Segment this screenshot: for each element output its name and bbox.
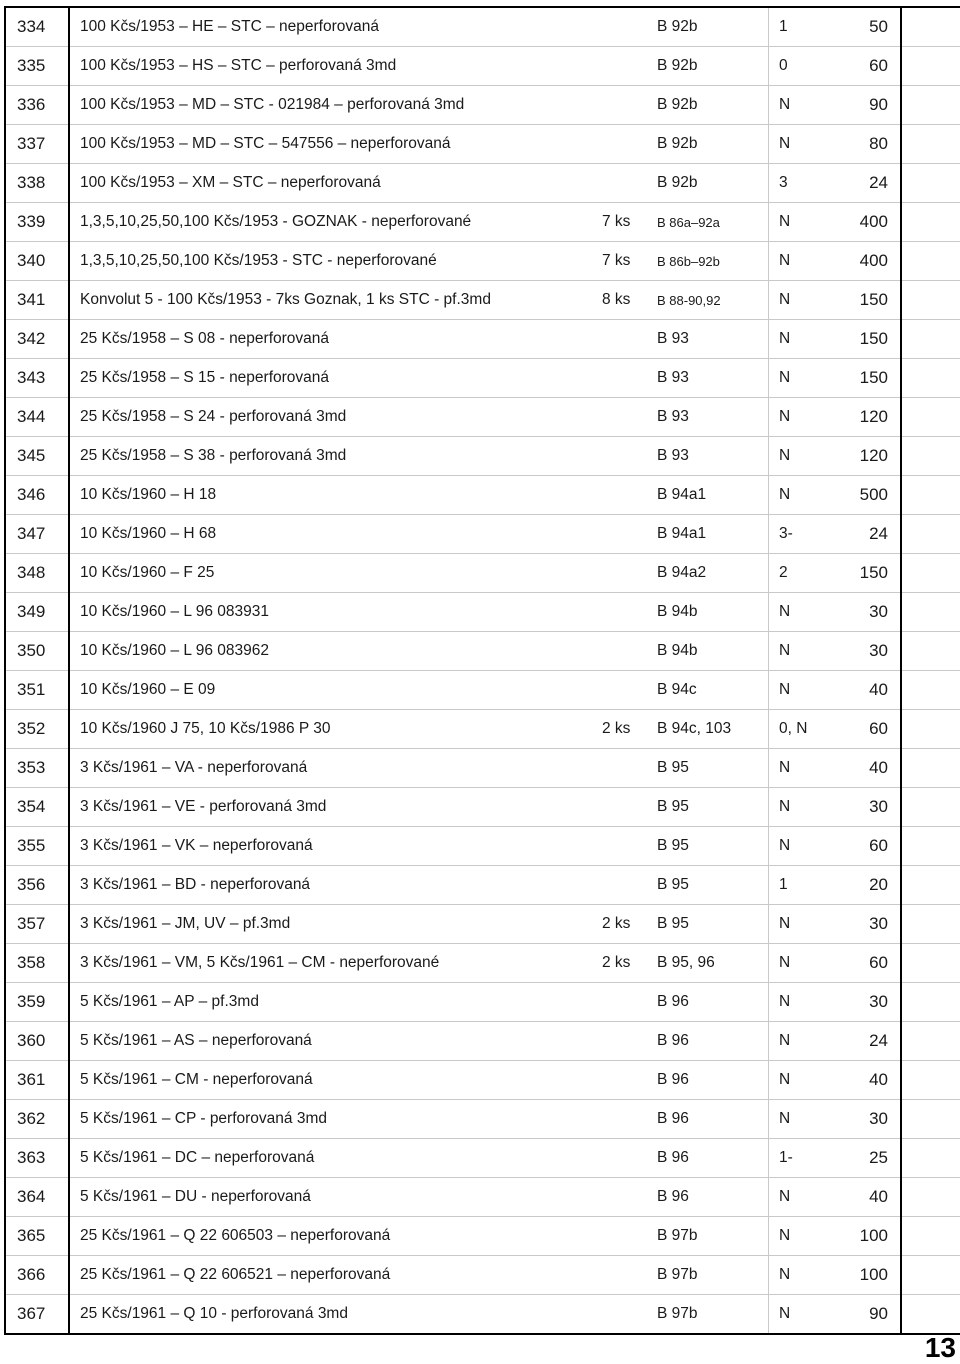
catalog-reference: B 95 [647, 788, 769, 827]
item-price: 150 [847, 320, 901, 359]
item-description: 10 Kčs/1960 J 75, 10 Kčs/1986 P 30 [69, 710, 592, 749]
item-description: 3 Kčs/1961 – VE - perforovaná 3md [69, 788, 592, 827]
item-condition: N [769, 983, 848, 1022]
blank-cell [901, 1178, 960, 1217]
item-condition: 3- [769, 515, 848, 554]
catalog-reference: B 94a2 [647, 554, 769, 593]
table-row [5, 1256, 960, 1295]
item-description: 10 Kčs/1960 – E 09 [69, 671, 592, 710]
item-condition: 1- [769, 1139, 848, 1178]
catalog-reference: B 94b [647, 593, 769, 632]
item-price: 100 [847, 1217, 901, 1256]
table-row [5, 242, 960, 281]
item-description: 100 Kčs/1953 – MD – STC – 547556 – neperforovaná [69, 125, 592, 164]
item-condition: N [769, 125, 848, 164]
item-price: 120 [847, 437, 901, 476]
catalog-reference: B 95 [647, 905, 769, 944]
catalog-reference: B 95 [647, 749, 769, 788]
table-row [5, 86, 960, 125]
item-description: 10 Kčs/1960 – L 96 083931 [69, 593, 592, 632]
item-price: 20 [847, 866, 901, 905]
item-condition: N [769, 1061, 848, 1100]
lot-number: 364 [5, 1178, 69, 1217]
item-description: 5 Kčs/1961 – CP - perforovaná 3md [69, 1100, 592, 1139]
blank-cell [901, 320, 960, 359]
blank-cell [901, 437, 960, 476]
item-quantity: 2 ks [592, 905, 647, 944]
lot-number: 358 [5, 944, 69, 983]
blank-cell [901, 1100, 960, 1139]
blank-cell [901, 1217, 960, 1256]
table-row [5, 515, 960, 554]
table-row [5, 203, 960, 242]
item-description: 100 Kčs/1953 – HE – STC – neperforovaná [69, 7, 592, 47]
item-price: 60 [847, 827, 901, 866]
lot-number: 362 [5, 1100, 69, 1139]
lot-number: 343 [5, 359, 69, 398]
item-quantity [592, 827, 647, 866]
table-row [5, 749, 960, 788]
item-price: 24 [847, 1022, 901, 1061]
blank-cell [901, 398, 960, 437]
item-price: 50 [847, 7, 901, 47]
item-price: 40 [847, 1061, 901, 1100]
lot-number: 355 [5, 827, 69, 866]
item-quantity: 7 ks [592, 242, 647, 281]
item-price: 150 [847, 281, 901, 320]
blank-cell [901, 359, 960, 398]
table-row [5, 866, 960, 905]
item-price: 60 [847, 710, 901, 749]
blank-cell [901, 983, 960, 1022]
lot-number: 334 [5, 7, 69, 47]
blank-cell [901, 242, 960, 281]
item-price: 90 [847, 1295, 901, 1335]
table-row [5, 1139, 960, 1178]
item-quantity: 7 ks [592, 203, 647, 242]
lot-number: 348 [5, 554, 69, 593]
item-description: 5 Kčs/1961 – DU - neperforovaná [69, 1178, 592, 1217]
blank-cell [901, 203, 960, 242]
table-row [5, 1100, 960, 1139]
item-description: 10 Kčs/1960 – H 68 [69, 515, 592, 554]
item-quantity: 2 ks [592, 944, 647, 983]
catalog-reference: B 96 [647, 983, 769, 1022]
blank-cell [901, 905, 960, 944]
item-quantity [592, 7, 647, 47]
table-row [5, 125, 960, 164]
lot-number: 351 [5, 671, 69, 710]
item-description: 1,3,5,10,25,50,100 Kčs/1953 - STC - neperforované [69, 242, 592, 281]
lot-number: 360 [5, 1022, 69, 1061]
item-price: 60 [847, 47, 901, 86]
item-quantity [592, 983, 647, 1022]
blank-cell [901, 281, 960, 320]
blank-cell [901, 554, 960, 593]
item-condition: N [769, 86, 848, 125]
item-condition: N [769, 944, 848, 983]
item-quantity [592, 1256, 647, 1295]
blank-cell [901, 7, 960, 47]
item-description: 5 Kčs/1961 – CM - neperforovaná [69, 1061, 592, 1100]
item-condition: N [769, 1256, 848, 1295]
item-description: 100 Kčs/1953 – MD – STC - 021984 – perforovaná 3md [69, 86, 592, 125]
item-price: 150 [847, 554, 901, 593]
item-condition: N [769, 1217, 848, 1256]
lot-number: 352 [5, 710, 69, 749]
table-row [5, 710, 960, 749]
lot-number: 349 [5, 593, 69, 632]
catalog-reference: B 96 [647, 1022, 769, 1061]
blank-cell [901, 1139, 960, 1178]
table-row [5, 1061, 960, 1100]
item-condition: 1 [769, 7, 848, 47]
item-price: 400 [847, 203, 901, 242]
blank-cell [901, 866, 960, 905]
item-price: 120 [847, 398, 901, 437]
item-quantity [592, 515, 647, 554]
catalog-reference: B 94c [647, 671, 769, 710]
table-row [5, 1022, 960, 1061]
lot-number: 335 [5, 47, 69, 86]
item-price: 25 [847, 1139, 901, 1178]
catalog-reference: B 94a1 [647, 476, 769, 515]
item-description: 25 Kčs/1958 – S 38 - perforovaná 3md [69, 437, 592, 476]
table-row [5, 944, 960, 983]
item-description: 25 Kčs/1961 – Q 22 606503 – neperforovaná [69, 1217, 592, 1256]
catalog-reference: B 93 [647, 437, 769, 476]
item-description: 3 Kčs/1961 – JM, UV – pf.3md [69, 905, 592, 944]
catalog-reference: B 95 [647, 827, 769, 866]
blank-cell [901, 944, 960, 983]
item-description: 25 Kčs/1958 – S 15 - neperforovaná [69, 359, 592, 398]
item-description: 5 Kčs/1961 – DC – neperforovaná [69, 1139, 592, 1178]
lot-number: 340 [5, 242, 69, 281]
catalog-reference: B 94b [647, 632, 769, 671]
item-description: 25 Kčs/1961 – Q 22 606521 – neperforovaná [69, 1256, 592, 1295]
catalog-reference: B 97b [647, 1256, 769, 1295]
catalog-reference: B 86a–92a [647, 203, 769, 242]
item-price: 400 [847, 242, 901, 281]
item-quantity [592, 1100, 647, 1139]
blank-cell [901, 1295, 960, 1335]
table-row [5, 905, 960, 944]
item-description: 10 Kčs/1960 – L 96 083962 [69, 632, 592, 671]
item-price: 30 [847, 983, 901, 1022]
item-description: 10 Kčs/1960 – F 25 [69, 554, 592, 593]
table-row [5, 1217, 960, 1256]
item-price: 80 [847, 125, 901, 164]
item-price: 30 [847, 905, 901, 944]
item-description: 10 Kčs/1960 – H 18 [69, 476, 592, 515]
table-row [5, 671, 960, 710]
item-quantity [592, 749, 647, 788]
item-quantity [592, 554, 647, 593]
catalog-reference: B 88-90,92 [647, 281, 769, 320]
item-condition: N [769, 1295, 848, 1335]
lot-number: 366 [5, 1256, 69, 1295]
catalog-reference: B 93 [647, 320, 769, 359]
catalog-reference: B 92b [647, 125, 769, 164]
catalog-reference: B 95, 96 [647, 944, 769, 983]
item-condition: 1 [769, 866, 848, 905]
item-quantity [592, 788, 647, 827]
catalog-reference: B 97b [647, 1217, 769, 1256]
item-quantity [592, 671, 647, 710]
item-description: 25 Kčs/1958 – S 08 - neperforovaná [69, 320, 592, 359]
catalog-table [4, 6, 960, 1335]
item-condition: N [769, 398, 848, 437]
lot-number: 356 [5, 866, 69, 905]
table-row [5, 320, 960, 359]
lot-number: 341 [5, 281, 69, 320]
item-price: 100 [847, 1256, 901, 1295]
item-quantity [592, 1061, 647, 1100]
lot-number: 336 [5, 86, 69, 125]
item-condition: N [769, 320, 848, 359]
item-quantity: 2 ks [592, 710, 647, 749]
catalog-reference: B 93 [647, 359, 769, 398]
item-description: 3 Kčs/1961 – VM, 5 Kčs/1961 – CM - neperforované [69, 944, 592, 983]
blank-cell [901, 710, 960, 749]
item-quantity [592, 866, 647, 905]
catalog-reference: B 97b [647, 1295, 769, 1335]
catalog-reference: B 92b [647, 7, 769, 47]
item-price: 30 [847, 788, 901, 827]
item-description: 25 Kčs/1958 – S 24 - perforovaná 3md [69, 398, 592, 437]
blank-cell [901, 749, 960, 788]
item-quantity [592, 476, 647, 515]
item-quantity [592, 1217, 647, 1256]
item-condition: N [769, 242, 848, 281]
page-number: 13 [924, 1332, 956, 1363]
blank-cell [901, 515, 960, 554]
item-quantity [592, 86, 647, 125]
item-quantity [592, 398, 647, 437]
blank-cell [901, 164, 960, 203]
item-price: 30 [847, 632, 901, 671]
item-quantity [592, 1178, 647, 1217]
item-quantity: 8 ks [592, 281, 647, 320]
item-quantity [592, 632, 647, 671]
blank-cell [901, 86, 960, 125]
item-condition: N [769, 476, 848, 515]
catalog-reference: B 96 [647, 1061, 769, 1100]
lot-number: 353 [5, 749, 69, 788]
item-price: 24 [847, 164, 901, 203]
catalog-reference: B 93 [647, 398, 769, 437]
catalog-reference: B 86b–92b [647, 242, 769, 281]
item-description: 1,3,5,10,25,50,100 Kčs/1953 - GOZNAK - neperforované [69, 203, 592, 242]
item-quantity [592, 1139, 647, 1178]
catalog-reference: B 94a1 [647, 515, 769, 554]
item-condition: N [769, 671, 848, 710]
item-description: 100 Kčs/1953 – HS – STC – perforovaná 3md [69, 47, 592, 86]
item-price: 40 [847, 749, 901, 788]
lot-number: 337 [5, 125, 69, 164]
blank-cell [901, 593, 960, 632]
table-row [5, 632, 960, 671]
catalog-reference: B 92b [647, 164, 769, 203]
item-condition: 2 [769, 554, 848, 593]
item-price: 30 [847, 593, 901, 632]
blank-cell [901, 827, 960, 866]
table-row [5, 1178, 960, 1217]
table-row [5, 593, 960, 632]
item-quantity [592, 437, 647, 476]
lot-number: 361 [5, 1061, 69, 1100]
blank-cell [901, 632, 960, 671]
table-row [5, 359, 960, 398]
item-condition: N [769, 593, 848, 632]
item-price: 30 [847, 1100, 901, 1139]
item-condition: N [769, 1178, 848, 1217]
item-condition: 3 [769, 164, 848, 203]
catalog-reference: B 96 [647, 1139, 769, 1178]
lot-number: 367 [5, 1295, 69, 1335]
table-row [5, 554, 960, 593]
item-price: 40 [847, 671, 901, 710]
item-price: 150 [847, 359, 901, 398]
item-condition: N [769, 359, 848, 398]
item-condition: N [769, 788, 848, 827]
lot-number: 365 [5, 1217, 69, 1256]
catalog-reference: B 94c, 103 [647, 710, 769, 749]
blank-cell [901, 671, 960, 710]
item-description: 25 Kčs/1961 – Q 10 - perforovaná 3md [69, 1295, 592, 1335]
item-condition: 0, N [769, 710, 848, 749]
table-row [5, 827, 960, 866]
table-row [5, 476, 960, 515]
table-row [5, 1295, 960, 1335]
lot-number: 342 [5, 320, 69, 359]
lot-number: 350 [5, 632, 69, 671]
lot-number: 339 [5, 203, 69, 242]
item-quantity [592, 125, 647, 164]
item-condition: N [769, 1100, 848, 1139]
item-condition: N [769, 203, 848, 242]
catalog-reference: B 95 [647, 866, 769, 905]
blank-cell [901, 788, 960, 827]
item-price: 24 [847, 515, 901, 554]
item-price: 40 [847, 1178, 901, 1217]
lot-number: 344 [5, 398, 69, 437]
item-condition: N [769, 1022, 848, 1061]
item-condition: N [769, 437, 848, 476]
blank-cell [901, 47, 960, 86]
lot-number: 354 [5, 788, 69, 827]
item-condition: N [769, 281, 848, 320]
item-condition: N [769, 749, 848, 788]
item-quantity [592, 593, 647, 632]
table-row [5, 47, 960, 86]
item-quantity [592, 320, 647, 359]
blank-cell [901, 1256, 960, 1295]
item-condition: N [769, 905, 848, 944]
lot-number: 357 [5, 905, 69, 944]
table-row [5, 398, 960, 437]
table-row [5, 7, 960, 47]
blank-cell [901, 1022, 960, 1061]
blank-cell [901, 476, 960, 515]
item-quantity [592, 1295, 647, 1335]
blank-cell [901, 125, 960, 164]
catalog-reference: B 92b [647, 47, 769, 86]
item-price: 500 [847, 476, 901, 515]
lot-number: 359 [5, 983, 69, 1022]
item-condition: N [769, 827, 848, 866]
blank-cell [901, 1061, 960, 1100]
item-description: 3 Kčs/1961 – VA - neperforovaná [69, 749, 592, 788]
item-quantity [592, 164, 647, 203]
table-row [5, 164, 960, 203]
table-row [5, 983, 960, 1022]
item-description: 100 Kčs/1953 – XM – STC – neperforovaná [69, 164, 592, 203]
item-description: 3 Kčs/1961 – VK – neperforovaná [69, 827, 592, 866]
item-quantity [592, 1022, 647, 1061]
item-price: 90 [847, 86, 901, 125]
catalog-table-body [5, 7, 960, 1334]
item-description: 5 Kčs/1961 – AP – pf.3md [69, 983, 592, 1022]
catalog-reference: B 96 [647, 1178, 769, 1217]
lot-number: 345 [5, 437, 69, 476]
item-price: 60 [847, 944, 901, 983]
lot-number: 363 [5, 1139, 69, 1178]
item-condition: N [769, 632, 848, 671]
catalog-reference: B 92b [647, 86, 769, 125]
table-row [5, 788, 960, 827]
item-quantity [592, 359, 647, 398]
catalog-reference: B 96 [647, 1100, 769, 1139]
item-description: 3 Kčs/1961 – BD - neperforovaná [69, 866, 592, 905]
item-condition: 0 [769, 47, 848, 86]
item-description: 5 Kčs/1961 – AS – neperforovaná [69, 1022, 592, 1061]
table-row [5, 281, 960, 320]
item-description: Konvolut 5 - 100 Kčs/1953 - 7ks Goznak, 1 ks STC - pf.3md [69, 281, 592, 320]
lot-number: 338 [5, 164, 69, 203]
item-quantity [592, 47, 647, 86]
lot-number: 347 [5, 515, 69, 554]
table-row [5, 437, 960, 476]
lot-number: 346 [5, 476, 69, 515]
